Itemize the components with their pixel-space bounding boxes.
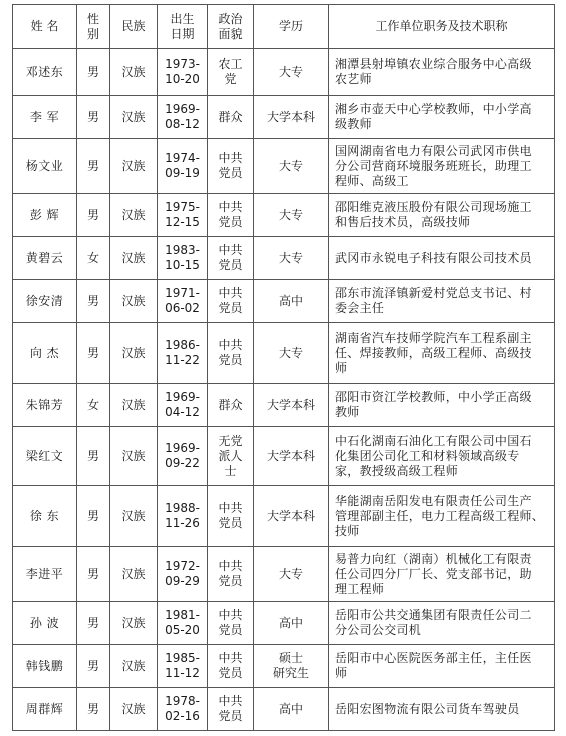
education-cell-line: 大专 <box>278 207 303 222</box>
person-name: 徐 东 <box>13 486 77 547</box>
gender-cell: 男 <box>77 645 110 688</box>
education-cell-line: 高中 <box>278 615 303 630</box>
job-title-cell-line: 任、焊接教师，高级工程师、高级技 <box>335 345 532 360</box>
political-status-cell-line: 党员 <box>218 516 243 530</box>
header-gender: 性 别 <box>77 5 110 49</box>
personnel-table <box>12 4 555 731</box>
political-status-cell <box>208 645 254 688</box>
ethnic-cell: 汉族 <box>110 139 158 194</box>
education-cell-line: 大学本科 <box>266 508 315 523</box>
education-cell-line: 硕士 <box>278 651 303 665</box>
birth-date-cell <box>158 323 208 384</box>
job-title-cell <box>329 547 555 602</box>
political-status-cell-line: 中共 <box>218 286 243 300</box>
header-job: 工作单位职务及技术职称 <box>329 5 555 49</box>
table-row <box>13 547 555 602</box>
person-name: 李进平 <box>13 547 77 602</box>
person-name: 李 军 <box>13 96 77 139</box>
birth-date-cell-line: 11-22 <box>165 353 200 367</box>
birth-date-cell <box>158 427 208 486</box>
political-status-cell-line: 党员 <box>218 258 243 272</box>
table-row <box>13 486 555 547</box>
table-row <box>13 427 555 486</box>
education-cell-line: 大专 <box>278 250 303 265</box>
job-title-cell-line: 岳阳市公共交通集团有限责任公司二 <box>335 608 532 622</box>
political-status-cell-line: 中共 <box>218 200 243 214</box>
birth-date-cell-line: 1986- <box>165 338 200 352</box>
birth-date-cell <box>158 96 208 139</box>
person-name: 彭 辉 <box>13 194 77 237</box>
job-title-cell <box>329 602 555 645</box>
job-title-cell-line: 湘乡市壶天中心学校教师，中小学高 <box>335 102 532 116</box>
political-status-cell-line: 群众 <box>218 397 243 412</box>
political-status-cell <box>208 49 254 96</box>
job-title-cell-line: 教师 <box>335 405 360 419</box>
table-row <box>13 384 555 427</box>
job-title-cell <box>329 237 555 280</box>
political-status-cell <box>208 384 254 427</box>
birth-date-cell-line: 09-22 <box>165 456 200 470</box>
ethnic-cell: 汉族 <box>110 547 158 602</box>
political-status-cell-line: 党员 <box>218 215 243 229</box>
political-status-cell <box>208 323 254 384</box>
ethnic-cell: 汉族 <box>110 280 158 323</box>
birth-date-cell-line: 1969- <box>165 102 200 116</box>
job-title-cell-line: 中石化湖南石油化工有限公司中国石 <box>335 433 532 448</box>
education-cell-line: 研究生 <box>272 666 309 680</box>
table-row <box>13 645 555 688</box>
job-title-cell <box>329 688 555 731</box>
gender-cell: 女 <box>77 384 110 427</box>
ethnic-cell: 汉族 <box>110 602 158 645</box>
person-name: 徐安清 <box>13 280 77 323</box>
education-cell <box>254 645 329 688</box>
ethnic-cell: 汉族 <box>110 427 158 486</box>
header-political: 政治 面貌 <box>208 5 254 49</box>
birth-date-cell <box>158 237 208 280</box>
table-row <box>13 237 555 280</box>
gender-cell: 男 <box>77 280 110 323</box>
ethnic-cell: 汉族 <box>110 194 158 237</box>
political-status-cell-line: 中共 <box>218 501 243 515</box>
birth-date-cell-line: 1975- <box>165 200 200 214</box>
education-cell <box>254 688 329 731</box>
birth-date-cell-line: 10-15 <box>165 258 200 272</box>
education-cell-line: 大学本科 <box>266 448 315 463</box>
job-title-cell-line: 武冈市永锐电子科技有限公司技术员 <box>335 250 532 265</box>
education-cell <box>254 139 329 194</box>
education-cell-line: 大学本科 <box>266 397 315 412</box>
political-status-cell-line: 党员 <box>218 166 243 180</box>
education-cell <box>254 280 329 323</box>
education-cell <box>254 486 329 547</box>
gender-cell: 男 <box>77 194 110 237</box>
gender-cell: 男 <box>77 139 110 194</box>
political-status-cell <box>208 96 254 139</box>
education-cell <box>254 237 329 280</box>
education-cell <box>254 427 329 486</box>
political-status-cell <box>208 602 254 645</box>
job-title-cell-line: 师 <box>335 360 348 375</box>
table-row <box>13 96 555 139</box>
political-status-cell-line: 党员 <box>218 574 243 588</box>
birth-date-cell <box>158 139 208 194</box>
job-title-cell-line: 和售后技术员，高级技师 <box>335 215 471 229</box>
education-cell <box>254 194 329 237</box>
birth-date-cell-line: 1969- <box>165 390 200 404</box>
birth-date-cell <box>158 547 208 602</box>
job-title-cell <box>329 645 555 688</box>
job-title-cell-line: 华能湖南岳阳发电有限责任公司生产 <box>335 493 532 508</box>
political-status-cell <box>208 280 254 323</box>
political-status-cell-line: 士 <box>224 463 237 478</box>
gender-cell: 男 <box>77 547 110 602</box>
political-status-cell-line: 中共 <box>218 243 243 257</box>
ethnic-cell: 汉族 <box>110 96 158 139</box>
birth-date-cell <box>158 486 208 547</box>
political-status-cell-line: 无党 <box>218 433 243 448</box>
job-title-cell <box>329 427 555 486</box>
ethnic-cell: 汉族 <box>110 645 158 688</box>
political-status-cell-line: 中共 <box>218 651 243 665</box>
table-row <box>13 194 555 237</box>
ethnic-cell: 汉族 <box>110 384 158 427</box>
ethnic-cell: 汉族 <box>110 49 158 96</box>
job-title-cell <box>329 49 555 96</box>
birth-date-cell <box>158 602 208 645</box>
birth-date-cell-line: 1988- <box>165 501 200 515</box>
education-cell <box>254 602 329 645</box>
birth-date-cell-line: 12-15 <box>165 215 200 229</box>
job-title-cell-line: 级教师 <box>335 117 372 131</box>
person-name: 杨文业 <box>13 139 77 194</box>
job-title-cell-line: 岳阳宏图物流有限公司货车驾驶员 <box>335 701 520 716</box>
political-status-cell <box>208 237 254 280</box>
table-row <box>13 49 555 96</box>
birth-date-cell-line: 04-12 <box>165 405 200 419</box>
person-name: 黄碧云 <box>13 237 77 280</box>
education-cell-line: 大专 <box>278 566 303 581</box>
table-row <box>13 688 555 731</box>
job-title-cell-line: 程师、高级工 <box>335 173 409 188</box>
table-row <box>13 280 555 323</box>
political-status-cell-line: 中共 <box>218 338 243 352</box>
job-title-cell-line: 湘潭县射埠镇农业综合服务中心高级 <box>335 57 532 71</box>
birth-date-cell-line: 06-02 <box>165 301 200 315</box>
birth-date-cell-line: 08-12 <box>165 117 200 131</box>
birth-date-cell <box>158 280 208 323</box>
person-name: 孙 波 <box>13 602 77 645</box>
person-name: 梁红文 <box>13 427 77 486</box>
job-title-cell-line: 管理部副主任，电力工程高级工程师、 <box>335 508 545 523</box>
birth-date-cell <box>158 645 208 688</box>
birth-date-cell-line: 1981- <box>165 608 200 622</box>
education-cell <box>254 323 329 384</box>
political-status-cell-line: 党员 <box>218 666 243 680</box>
birth-date-cell-line: 10-20 <box>165 72 200 86</box>
political-status-cell-line: 党员 <box>218 623 243 637</box>
birth-date-cell-line: 11-26 <box>165 516 200 530</box>
person-name: 向 杰 <box>13 323 77 384</box>
birth-date-cell-line: 1973- <box>165 57 200 71</box>
birth-date-cell-line: 11-12 <box>165 666 200 680</box>
job-title-cell-line: 任公司四分厂厂长、党支部书记，助 <box>335 566 532 581</box>
header-name: 姓 名 <box>13 5 77 49</box>
birth-date-cell <box>158 688 208 731</box>
gender-cell: 男 <box>77 323 110 384</box>
table-row <box>13 323 555 384</box>
job-title-cell-line: 家，教授级高级工程师 <box>335 463 459 478</box>
birth-date-cell-line: 1985- <box>165 651 200 665</box>
gender-cell: 男 <box>77 688 110 731</box>
job-title-cell-line: 国网湖南省电力有限公司武冈市供电 <box>335 143 532 158</box>
gender-cell: 男 <box>77 49 110 96</box>
table-row <box>13 139 555 194</box>
job-title-cell-line: 岳阳市中心医院医务部主任，主任医 <box>335 651 532 665</box>
birth-date-cell-line: 05-20 <box>165 623 200 637</box>
education-cell-line: 高中 <box>278 293 303 308</box>
table-row <box>13 602 555 645</box>
gender-cell: 男 <box>77 602 110 645</box>
education-cell <box>254 384 329 427</box>
header-row <box>13 5 555 49</box>
birth-date-cell-line: 1974- <box>165 151 200 165</box>
job-title-cell-line: 委会主任 <box>335 301 385 315</box>
political-status-cell-line: 中共 <box>218 559 243 573</box>
person-name: 周群辉 <box>13 688 77 731</box>
political-status-cell-line: 中共 <box>218 694 243 708</box>
job-title-cell-line: 易普力向红（湖南）机械化工有限责 <box>335 551 532 566</box>
job-title-cell <box>329 486 555 547</box>
job-title-cell <box>329 139 555 194</box>
birth-date-cell-line: 1983- <box>165 243 200 257</box>
political-status-cell-line: 农工 <box>218 57 243 71</box>
birth-date-cell-line: 09-19 <box>165 166 200 180</box>
birth-date-cell-line: 02-16 <box>165 709 200 723</box>
job-title-cell-line: 技师 <box>335 523 360 538</box>
ethnic-cell: 汉族 <box>110 486 158 547</box>
birth-date-cell <box>158 384 208 427</box>
job-title-cell-line: 农艺师 <box>335 72 372 86</box>
ethnic-cell: 汉族 <box>110 323 158 384</box>
person-name: 邓述东 <box>13 49 77 96</box>
birth-date-cell-line: 1969- <box>165 441 200 455</box>
education-cell <box>254 96 329 139</box>
job-title-cell-line: 邵阳维克液压股份有限公司现场施工 <box>335 200 532 214</box>
political-status-cell-line: 群众 <box>218 109 243 124</box>
political-status-cell-line: 党员 <box>218 709 243 723</box>
education-cell-line: 大专 <box>278 158 303 173</box>
gender-cell: 男 <box>77 427 110 486</box>
ethnic-cell: 汉族 <box>110 237 158 280</box>
political-status-cell <box>208 194 254 237</box>
political-status-cell <box>208 547 254 602</box>
header-education: 学历 <box>254 5 329 49</box>
person-name: 朱锦芳 <box>13 384 77 427</box>
political-status-cell <box>208 427 254 486</box>
education-cell-line: 大学本科 <box>266 109 315 124</box>
gender-cell: 男 <box>77 96 110 139</box>
political-status-cell <box>208 139 254 194</box>
job-title-cell <box>329 194 555 237</box>
job-title-cell-line: 理工程师 <box>335 581 385 596</box>
ethnic-cell: 汉族 <box>110 688 158 731</box>
job-title-cell-line: 邵阳市资江学校教师，中小学正高级 <box>335 390 532 404</box>
education-cell-line: 高中 <box>278 701 303 716</box>
political-status-cell-line: 派人 <box>218 448 243 463</box>
birth-date-cell-line: 09-29 <box>165 574 200 588</box>
birth-date-cell-line: 1971- <box>165 286 200 300</box>
political-status-cell <box>208 486 254 547</box>
political-status-cell <box>208 688 254 731</box>
political-status-cell-line: 党 <box>224 72 237 86</box>
birth-date-cell <box>158 49 208 96</box>
job-title-cell-line: 湖南省汽车技师学院汽车工程系副主 <box>335 330 532 345</box>
job-title-cell <box>329 96 555 139</box>
header-birth: 出生 日期 <box>158 5 208 49</box>
political-status-cell-line: 中共 <box>218 151 243 165</box>
job-title-cell-line: 分公司营商环境服务班班长，助理工 <box>335 158 532 173</box>
job-title-cell <box>329 280 555 323</box>
political-status-cell-line: 党员 <box>218 301 243 315</box>
education-cell-line: 大专 <box>278 64 303 79</box>
job-title-cell-line: 邵东市流泽镇新爱村党总支书记、村 <box>335 286 532 300</box>
job-title-cell <box>329 384 555 427</box>
job-title-cell <box>329 323 555 384</box>
birth-date-cell-line: 1978- <box>165 694 200 708</box>
job-title-cell-line: 师 <box>335 666 348 680</box>
education-cell <box>254 49 329 96</box>
job-title-cell-line: 分公司公交司机 <box>335 623 422 637</box>
job-title-cell-line: 化集团公司化工和材料领域高级专 <box>335 448 520 463</box>
political-status-cell-line: 党员 <box>218 353 243 367</box>
person-name: 韩钱鹏 <box>13 645 77 688</box>
political-status-cell-line: 中共 <box>218 608 243 622</box>
education-cell-line: 大专 <box>278 345 303 360</box>
birth-date-cell <box>158 194 208 237</box>
gender-cell: 男 <box>77 486 110 547</box>
header-ethnic: 民族 <box>110 5 158 49</box>
birth-date-cell-line: 1972- <box>165 559 200 573</box>
education-cell <box>254 547 329 602</box>
gender-cell: 女 <box>77 237 110 280</box>
